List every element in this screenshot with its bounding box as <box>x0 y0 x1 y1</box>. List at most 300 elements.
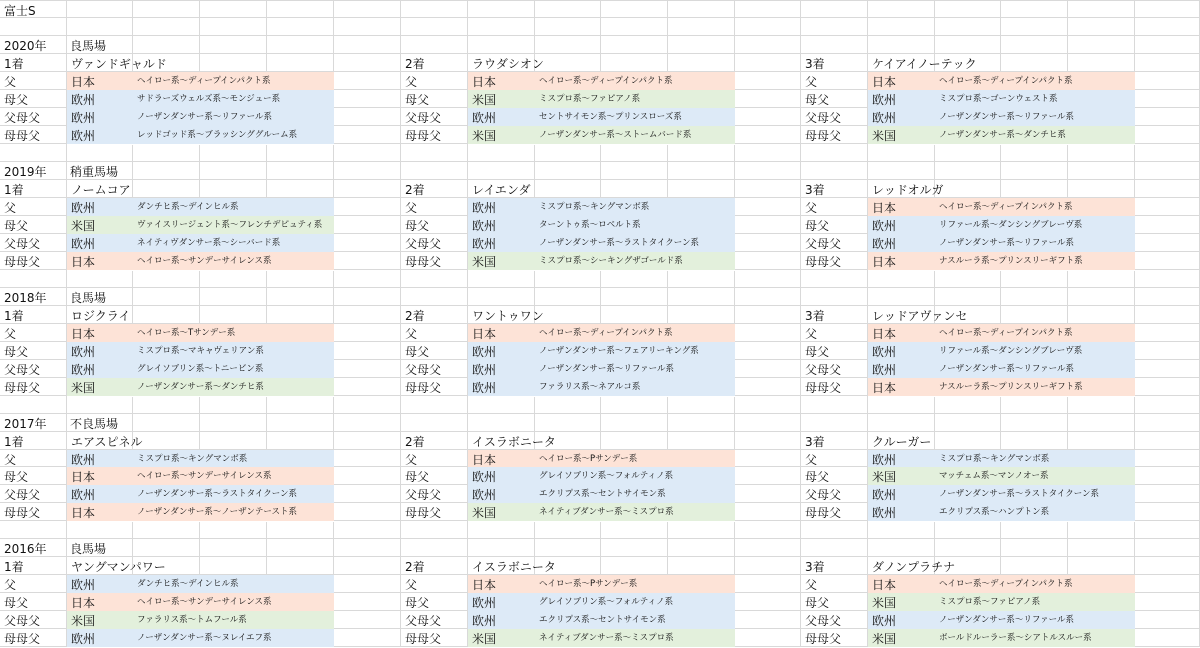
grid-cell[interactable] <box>735 54 801 72</box>
grid-cell[interactable] <box>1135 126 1200 144</box>
grid-cell[interactable] <box>668 18 735 36</box>
grid-cell[interactable] <box>735 432 801 450</box>
grid-cell[interactable] <box>735 378 801 396</box>
grid-cell[interactable] <box>200 539 267 557</box>
grid-cell[interactable] <box>334 450 401 467</box>
grid-cell[interactable] <box>468 521 535 539</box>
grid-cell[interactable] <box>133 180 200 198</box>
grid-cell[interactable] <box>1135 216 1200 234</box>
grid-cell[interactable] <box>601 180 668 198</box>
grid-cell[interactable] <box>668 306 735 324</box>
grid-cell[interactable] <box>801 162 868 180</box>
grid-cell[interactable] <box>601 432 668 450</box>
grid-cell[interactable] <box>801 0 868 18</box>
grid-cell[interactable] <box>1135 270 1200 288</box>
grid-cell[interactable] <box>1001 270 1068 288</box>
grid-cell[interactable] <box>334 216 401 234</box>
grid-cell[interactable] <box>735 252 801 270</box>
grid-cell[interactable] <box>868 414 935 432</box>
grid-cell[interactable] <box>1135 72 1200 90</box>
grid-cell[interactable] <box>200 162 267 180</box>
grid-cell[interactable] <box>868 521 935 539</box>
grid-cell[interactable] <box>801 539 868 557</box>
grid-cell[interactable] <box>668 162 735 180</box>
grid-cell[interactable] <box>1135 557 1200 575</box>
grid-cell[interactable] <box>735 144 801 162</box>
grid-cell[interactable] <box>735 72 801 90</box>
grid-cell[interactable] <box>133 288 200 306</box>
grid-cell[interactable] <box>1068 162 1135 180</box>
grid-cell[interactable] <box>334 288 401 306</box>
grid-cell[interactable] <box>200 521 267 539</box>
grid-cell[interactable] <box>1001 396 1068 414</box>
grid-cell[interactable] <box>334 198 401 216</box>
grid-cell[interactable] <box>200 180 267 198</box>
grid-cell[interactable] <box>0 270 67 288</box>
grid-cell[interactable] <box>801 521 868 539</box>
grid-cell[interactable] <box>267 18 334 36</box>
grid-cell[interactable] <box>267 557 334 575</box>
grid-cell[interactable] <box>334 503 401 521</box>
grid-cell[interactable] <box>334 342 401 360</box>
grid-cell[interactable] <box>200 54 267 72</box>
grid-cell[interactable] <box>668 432 735 450</box>
grid-cell[interactable] <box>1068 432 1135 450</box>
grid-cell[interactable] <box>735 414 801 432</box>
grid-cell[interactable] <box>1135 252 1200 270</box>
grid-cell[interactable] <box>0 18 67 36</box>
grid-cell[interactable] <box>267 162 334 180</box>
grid-cell[interactable] <box>735 450 801 467</box>
grid-cell[interactable] <box>601 288 668 306</box>
grid-cell[interactable] <box>735 36 801 54</box>
grid-cell[interactable] <box>334 162 401 180</box>
grid-cell[interactable] <box>1001 432 1068 450</box>
grid-cell[interactable] <box>535 18 601 36</box>
grid-cell[interactable] <box>133 270 200 288</box>
grid-cell[interactable] <box>735 288 801 306</box>
grid-cell[interactable] <box>1001 539 1068 557</box>
grid-cell[interactable] <box>133 521 200 539</box>
grid-cell[interactable] <box>1068 0 1135 18</box>
grid-cell[interactable] <box>801 414 868 432</box>
grid-cell[interactable] <box>801 18 868 36</box>
grid-cell[interactable] <box>334 270 401 288</box>
grid-cell[interactable] <box>935 432 1001 450</box>
grid-cell[interactable] <box>133 306 200 324</box>
grid-cell[interactable] <box>1135 485 1200 503</box>
grid-cell[interactable] <box>535 521 601 539</box>
grid-cell[interactable] <box>1001 18 1068 36</box>
grid-cell[interactable] <box>334 126 401 144</box>
grid-cell[interactable] <box>1068 18 1135 36</box>
grid-cell[interactable] <box>535 162 601 180</box>
grid-cell[interactable] <box>735 180 801 198</box>
grid-cell[interactable] <box>468 162 535 180</box>
grid-cell[interactable] <box>935 414 1001 432</box>
grid-cell[interactable] <box>267 144 334 162</box>
grid-cell[interactable] <box>334 467 401 485</box>
grid-cell[interactable] <box>133 162 200 180</box>
grid-cell[interactable] <box>735 539 801 557</box>
grid-cell[interactable] <box>200 270 267 288</box>
grid-cell[interactable] <box>200 0 267 18</box>
grid-cell[interactable] <box>468 288 535 306</box>
grid-cell[interactable] <box>668 0 735 18</box>
grid-cell[interactable] <box>468 270 535 288</box>
grid-cell[interactable] <box>1001 144 1068 162</box>
grid-cell[interactable] <box>0 144 67 162</box>
grid-cell[interactable] <box>668 288 735 306</box>
grid-cell[interactable] <box>1135 144 1200 162</box>
grid-cell[interactable] <box>267 539 334 557</box>
grid-cell[interactable] <box>801 144 868 162</box>
grid-cell[interactable] <box>1001 54 1068 72</box>
grid-cell[interactable] <box>535 414 601 432</box>
grid-cell[interactable] <box>935 288 1001 306</box>
grid-cell[interactable] <box>735 18 801 36</box>
grid-cell[interactable] <box>1135 306 1200 324</box>
grid-cell[interactable] <box>1135 539 1200 557</box>
grid-cell[interactable] <box>535 270 601 288</box>
grid-cell[interactable] <box>334 378 401 396</box>
grid-cell[interactable] <box>267 521 334 539</box>
grid-cell[interactable] <box>735 234 801 252</box>
grid-cell[interactable] <box>735 396 801 414</box>
grid-cell[interactable] <box>1135 467 1200 485</box>
grid-cell[interactable] <box>735 611 801 629</box>
grid-cell[interactable] <box>668 54 735 72</box>
grid-cell[interactable] <box>1135 90 1200 108</box>
grid-cell[interactable] <box>334 557 401 575</box>
grid-cell[interactable] <box>133 414 200 432</box>
grid-cell[interactable] <box>601 0 668 18</box>
grid-cell[interactable] <box>401 521 468 539</box>
grid-cell[interactable] <box>668 396 735 414</box>
grid-cell[interactable] <box>468 396 535 414</box>
grid-cell[interactable] <box>868 144 935 162</box>
grid-cell[interactable] <box>535 306 601 324</box>
grid-cell[interactable] <box>200 18 267 36</box>
grid-cell[interactable] <box>200 414 267 432</box>
grid-cell[interactable] <box>601 162 668 180</box>
grid-cell[interactable] <box>735 503 801 521</box>
grid-cell[interactable] <box>401 396 468 414</box>
grid-cell[interactable] <box>133 432 200 450</box>
grid-cell[interactable] <box>401 270 468 288</box>
grid-cell[interactable] <box>1135 0 1200 18</box>
grid-cell[interactable] <box>601 144 668 162</box>
grid-cell[interactable] <box>67 396 133 414</box>
grid-cell[interactable] <box>535 396 601 414</box>
grid-cell[interactable] <box>735 575 801 593</box>
grid-cell[interactable] <box>935 144 1001 162</box>
grid-cell[interactable] <box>868 270 935 288</box>
grid-cell[interactable] <box>200 396 267 414</box>
grid-cell[interactable] <box>735 557 801 575</box>
grid-cell[interactable] <box>668 180 735 198</box>
grid-cell[interactable] <box>935 18 1001 36</box>
grid-cell[interactable] <box>468 539 535 557</box>
grid-cell[interactable] <box>535 539 601 557</box>
grid-cell[interactable] <box>334 593 401 611</box>
grid-cell[interactable] <box>200 432 267 450</box>
grid-cell[interactable] <box>401 288 468 306</box>
grid-cell[interactable] <box>267 432 334 450</box>
grid-cell[interactable] <box>535 36 601 54</box>
grid-cell[interactable] <box>935 162 1001 180</box>
grid-cell[interactable] <box>334 72 401 90</box>
grid-cell[interactable] <box>1135 629 1200 647</box>
grid-cell[interactable] <box>535 54 601 72</box>
grid-cell[interactable] <box>334 396 401 414</box>
grid-cell[interactable] <box>735 0 801 18</box>
grid-cell[interactable] <box>668 557 735 575</box>
grid-cell[interactable] <box>133 0 200 18</box>
grid-cell[interactable] <box>868 162 935 180</box>
grid-cell[interactable] <box>1068 288 1135 306</box>
grid-cell[interactable] <box>133 539 200 557</box>
grid-cell[interactable] <box>401 144 468 162</box>
grid-cell[interactable] <box>735 90 801 108</box>
grid-cell[interactable] <box>1068 396 1135 414</box>
grid-cell[interactable] <box>334 180 401 198</box>
grid-cell[interactable] <box>801 36 868 54</box>
grid-cell[interactable] <box>1001 288 1068 306</box>
grid-cell[interactable] <box>801 270 868 288</box>
grid-cell[interactable] <box>1001 306 1068 324</box>
grid-cell[interactable] <box>601 539 668 557</box>
grid-cell[interactable] <box>668 539 735 557</box>
grid-cell[interactable] <box>1135 360 1200 378</box>
grid-cell[interactable] <box>200 144 267 162</box>
grid-cell[interactable] <box>133 396 200 414</box>
grid-cell[interactable] <box>401 162 468 180</box>
grid-cell[interactable] <box>1135 54 1200 72</box>
grid-cell[interactable] <box>735 126 801 144</box>
grid-cell[interactable] <box>334 0 401 18</box>
grid-cell[interactable] <box>935 521 1001 539</box>
grid-cell[interactable] <box>401 539 468 557</box>
grid-cell[interactable] <box>868 539 935 557</box>
grid-cell[interactable] <box>1135 611 1200 629</box>
grid-cell[interactable] <box>267 180 334 198</box>
grid-cell[interactable] <box>735 306 801 324</box>
grid-cell[interactable] <box>1068 306 1135 324</box>
grid-cell[interactable] <box>1068 539 1135 557</box>
grid-cell[interactable] <box>267 54 334 72</box>
grid-cell[interactable] <box>1001 162 1068 180</box>
grid-cell[interactable] <box>735 216 801 234</box>
grid-cell[interactable] <box>334 539 401 557</box>
grid-cell[interactable] <box>1135 108 1200 126</box>
grid-cell[interactable] <box>735 198 801 216</box>
grid-cell[interactable] <box>334 521 401 539</box>
grid-cell[interactable] <box>267 396 334 414</box>
grid-cell[interactable] <box>334 54 401 72</box>
grid-cell[interactable] <box>535 0 601 18</box>
grid-cell[interactable] <box>868 0 935 18</box>
grid-cell[interactable] <box>67 18 133 36</box>
grid-cell[interactable] <box>334 144 401 162</box>
grid-cell[interactable] <box>601 414 668 432</box>
grid-cell[interactable] <box>868 18 935 36</box>
grid-cell[interactable] <box>267 414 334 432</box>
grid-cell[interactable] <box>200 288 267 306</box>
grid-cell[interactable] <box>935 0 1001 18</box>
grid-cell[interactable] <box>334 360 401 378</box>
grid-cell[interactable] <box>1135 396 1200 414</box>
grid-cell[interactable] <box>935 270 1001 288</box>
grid-cell[interactable] <box>1135 288 1200 306</box>
grid-cell[interactable] <box>67 270 133 288</box>
grid-cell[interactable] <box>601 396 668 414</box>
grid-cell[interactable] <box>1135 450 1200 467</box>
grid-cell[interactable] <box>868 288 935 306</box>
grid-cell[interactable] <box>1068 557 1135 575</box>
grid-cell[interactable] <box>1001 557 1068 575</box>
grid-cell[interactable] <box>1135 36 1200 54</box>
grid-cell[interactable] <box>1001 0 1068 18</box>
grid-cell[interactable] <box>0 396 67 414</box>
grid-cell[interactable] <box>668 521 735 539</box>
grid-cell[interactable] <box>133 36 200 54</box>
grid-cell[interactable] <box>1135 378 1200 396</box>
grid-cell[interactable] <box>133 18 200 36</box>
grid-cell[interactable] <box>868 36 935 54</box>
grid-cell[interactable] <box>935 396 1001 414</box>
grid-cell[interactable] <box>1001 36 1068 54</box>
grid-cell[interactable] <box>1135 503 1200 521</box>
grid-cell[interactable] <box>67 144 133 162</box>
grid-cell[interactable] <box>601 54 668 72</box>
grid-cell[interactable] <box>601 270 668 288</box>
grid-cell[interactable] <box>334 575 401 593</box>
grid-cell[interactable] <box>1068 521 1135 539</box>
grid-cell[interactable] <box>0 521 67 539</box>
grid-cell[interactable] <box>334 90 401 108</box>
grid-cell[interactable] <box>200 36 267 54</box>
grid-cell[interactable] <box>535 288 601 306</box>
grid-cell[interactable] <box>1135 234 1200 252</box>
grid-cell[interactable] <box>200 306 267 324</box>
grid-cell[interactable] <box>801 288 868 306</box>
grid-cell[interactable] <box>1068 270 1135 288</box>
grid-cell[interactable] <box>267 270 334 288</box>
grid-cell[interactable] <box>267 0 334 18</box>
grid-cell[interactable] <box>935 539 1001 557</box>
grid-cell[interactable] <box>267 288 334 306</box>
grid-cell[interactable] <box>1068 180 1135 198</box>
grid-cell[interactable] <box>334 252 401 270</box>
grid-cell[interactable] <box>267 36 334 54</box>
grid-cell[interactable] <box>735 108 801 126</box>
grid-cell[interactable] <box>468 36 535 54</box>
grid-cell[interactable] <box>334 234 401 252</box>
grid-cell[interactable] <box>668 414 735 432</box>
grid-cell[interactable] <box>334 36 401 54</box>
grid-cell[interactable] <box>601 36 668 54</box>
grid-cell[interactable] <box>1068 414 1135 432</box>
grid-cell[interactable] <box>935 36 1001 54</box>
grid-cell[interactable] <box>334 108 401 126</box>
grid-cell[interactable] <box>668 144 735 162</box>
grid-cell[interactable] <box>468 144 535 162</box>
grid-cell[interactable] <box>735 593 801 611</box>
grid-cell[interactable] <box>668 270 735 288</box>
grid-cell[interactable] <box>200 557 267 575</box>
grid-cell[interactable] <box>1135 342 1200 360</box>
grid-cell[interactable] <box>67 521 133 539</box>
grid-cell[interactable] <box>1135 575 1200 593</box>
grid-cell[interactable] <box>401 414 468 432</box>
grid-cell[interactable] <box>334 485 401 503</box>
grid-cell[interactable] <box>67 0 133 18</box>
grid-cell[interactable] <box>1068 36 1135 54</box>
grid-cell[interactable] <box>801 396 868 414</box>
grid-cell[interactable] <box>1135 593 1200 611</box>
grid-cell[interactable] <box>401 0 468 18</box>
grid-cell[interactable] <box>735 521 801 539</box>
grid-cell[interactable] <box>334 432 401 450</box>
grid-cell[interactable] <box>334 306 401 324</box>
grid-cell[interactable] <box>601 557 668 575</box>
grid-cell[interactable] <box>735 324 801 342</box>
grid-cell[interactable] <box>334 324 401 342</box>
grid-cell[interactable] <box>468 0 535 18</box>
grid-cell[interactable] <box>1135 432 1200 450</box>
grid-cell[interactable] <box>735 467 801 485</box>
grid-cell[interactable] <box>535 144 601 162</box>
grid-cell[interactable] <box>735 360 801 378</box>
grid-cell[interactable] <box>735 342 801 360</box>
grid-cell[interactable] <box>1135 162 1200 180</box>
grid-cell[interactable] <box>401 36 468 54</box>
grid-cell[interactable] <box>1001 414 1068 432</box>
grid-cell[interactable] <box>468 414 535 432</box>
grid-cell[interactable] <box>401 18 468 36</box>
grid-cell[interactable] <box>267 306 334 324</box>
grid-cell[interactable] <box>668 36 735 54</box>
grid-cell[interactable] <box>601 306 668 324</box>
grid-cell[interactable] <box>1068 54 1135 72</box>
grid-cell[interactable] <box>334 414 401 432</box>
grid-cell[interactable] <box>601 18 668 36</box>
grid-cell[interactable] <box>468 18 535 36</box>
grid-cell[interactable] <box>735 485 801 503</box>
grid-cell[interactable] <box>868 396 935 414</box>
grid-cell[interactable] <box>1135 198 1200 216</box>
grid-cell[interactable] <box>1135 180 1200 198</box>
grid-cell[interactable] <box>1135 521 1200 539</box>
grid-cell[interactable] <box>334 611 401 629</box>
grid-cell[interactable] <box>735 162 801 180</box>
grid-cell[interactable] <box>1068 144 1135 162</box>
grid-cell[interactable] <box>735 270 801 288</box>
grid-cell[interactable] <box>1001 180 1068 198</box>
grid-cell[interactable] <box>535 180 601 198</box>
grid-cell[interactable] <box>1001 521 1068 539</box>
grid-cell[interactable] <box>1135 324 1200 342</box>
grid-cell[interactable] <box>735 629 801 647</box>
grid-cell[interactable] <box>1135 18 1200 36</box>
grid-cell[interactable] <box>935 180 1001 198</box>
grid-cell[interactable] <box>334 18 401 36</box>
grid-cell[interactable] <box>1135 414 1200 432</box>
grid-cell[interactable] <box>334 629 401 647</box>
grid-cell[interactable] <box>601 521 668 539</box>
grid-cell[interactable] <box>133 144 200 162</box>
